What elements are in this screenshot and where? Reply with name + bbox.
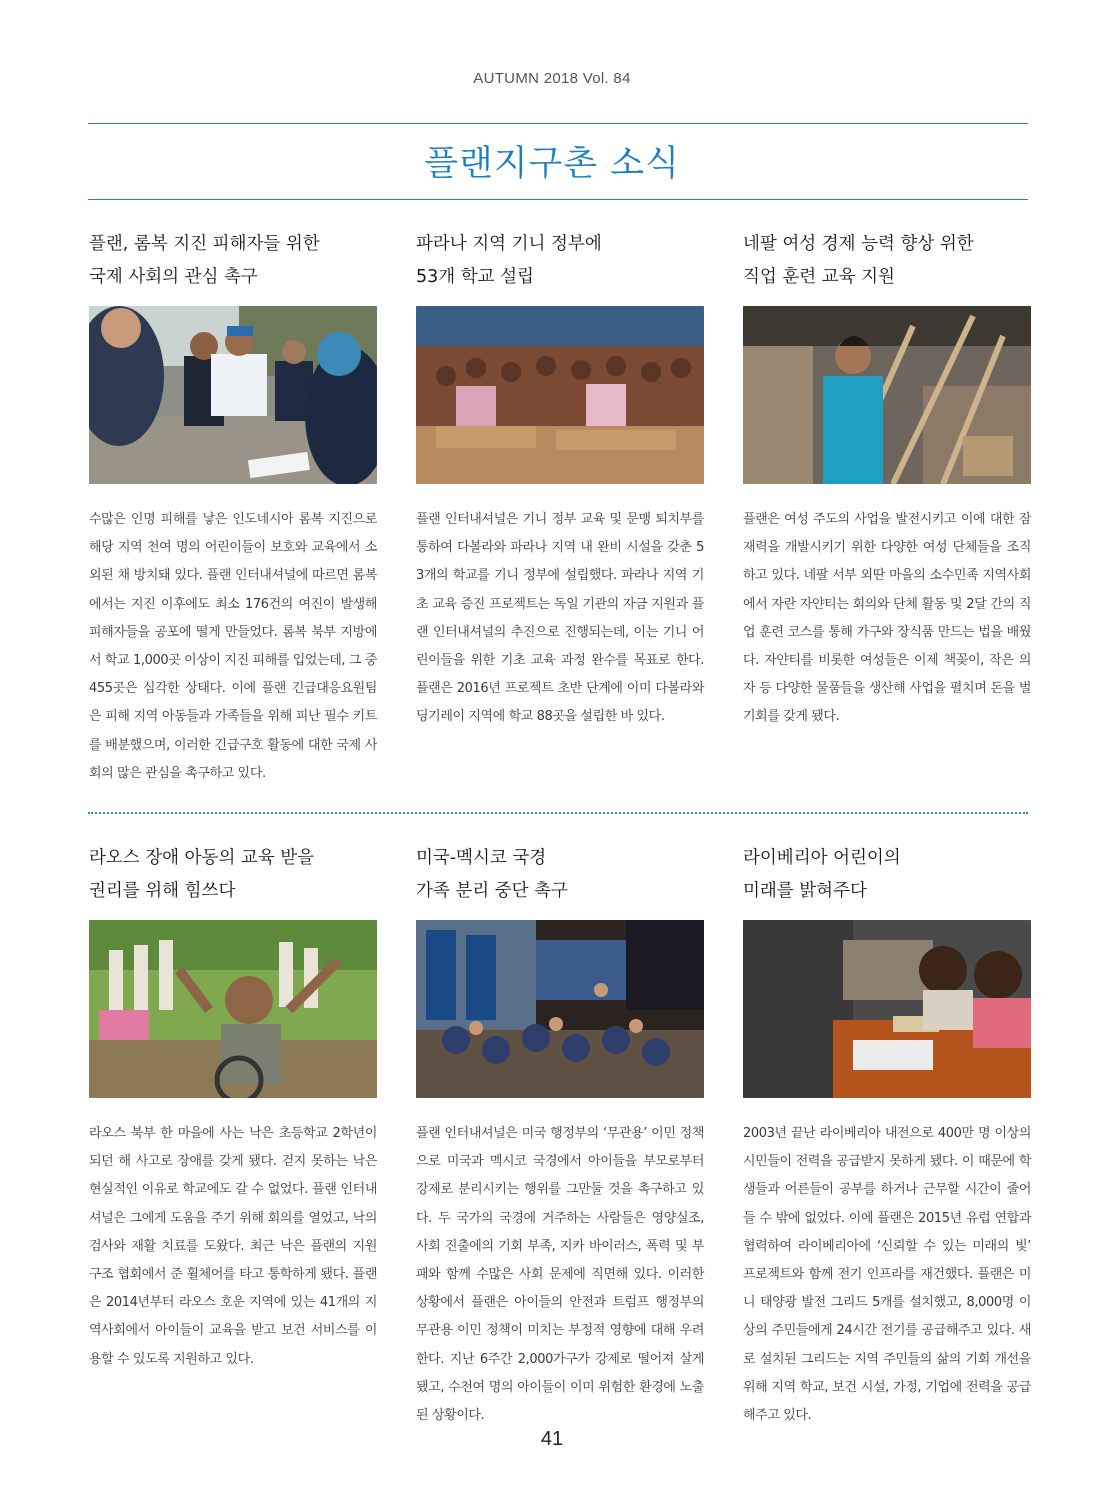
page-title: 플랜지구촌 소식: [424, 144, 680, 184]
article-liberia: [743, 842, 1031, 1430]
article-body: 수많은 인명 피해를 낳은 인도네시아 롬복 지진으로 해당 지역 천여 명의 어린이들이 보호와 교육에서 소외된 채 방치돼 있다. 플랜 인터내셔널에 따르면 롬복에서는 지진 이후에도 최소 176건의 여진이 발생해 피해자들을 공포에 떨게 만들었다. 롬복 북부 지방에서 학교 1,000곳 이상이 지진 피해를 입었는데, 그 중 455곳은 심각한 상태다. 이에 플랜 긴급대응요원팀은 피해 지역 아동들과 가족들을 위해 피난 필수 키트를 배분했으며, 이러한 긴급구호 활동에 대한 국제 사회의 많은 관심을 촉구하고 있다.: [89, 512, 377, 781]
earthquake-relief-photo: [89, 306, 377, 484]
studying-girls-photo: [743, 920, 1031, 1098]
article-guinea: [416, 228, 704, 732]
article-title-line2: 미래를 밝혀주다: [743, 881, 867, 901]
article-title: [416, 228, 704, 294]
title-rule: [88, 199, 1028, 200]
classroom-photo: [416, 306, 704, 484]
article-body: 라오스 북부 한 마을에 사는 낙은 초등학교 2학년이 되던 해 사고로 장애를 갖게 됐다. 걷지 못하는 낙은 현실적인 이유로 학교에도 갈 수 없었다. 플랜 인터내셔널은 그에게 도움을 주기 위해 회의를 열었고, 낙의 검사와 재활 치료를 도왔다. 최근 낙은 플랜의 지원 구조 협회에서 준 휠체어를 타고 통학하게 됐다. 플랜은 2014년부터 라오스 호운 지역에 있는 41개의 지역사회에서 아이들이 교육을 받고 보건 서비스를 이용할 수 있도록 지원하고 있다.: [89, 1126, 377, 1367]
article-lombok: [89, 228, 377, 788]
article-title-line1: 파라나 지역 기니 정부에: [416, 234, 602, 254]
article-body: 플랜은 여성 주도의 사업을 발전시키고 이에 대한 잠재력을 개발시키기 위한 다양한 여성 단체들을 조직하고 있다. 네팔 서부 외딴 마을의 소수민족 지역사회에서 자란 자얀티는 회의와 단체 활동 및 2달 간의 직업 훈련 코스를 통해 가구와 장식품 만드는 법을 배웠다. 자얀티를 비롯한 여성들은 이제 책꽂이, 작은 의자 등 다양한 물품들을 생산해 사업을 펼치며 돈을 벌 기회를 갖게 됐다.: [743, 512, 1031, 725]
article-nepal: [743, 228, 1031, 732]
article-title-line1: 라오스 장애 아동의 교육 받을: [89, 848, 315, 868]
article-title-line1: 네팔 여성 경제 능력 향상 위한: [743, 234, 974, 254]
furniture-making-photo: [743, 306, 1031, 484]
article-photo: [743, 306, 1031, 484]
section-divider: [88, 812, 1028, 814]
article-body: 2003년 끝난 라이베리아 내전으로 400만 명 이상의 시민들이 전력을 공급받지 못하게 됐다. 이 때문에 학생들과 어른들이 공부를 하거나 근무할 시간이 줄어들 수 밖에 없었다. 이에 플랜은 2015년 유럽 연합과 협력하여 라이베리아에 ‘신뢰할 수 있는 미래의 빛’ 프로젝트와 함께 전기 인프라를 재건했다. 플랜은 미니 태양광 발전 그리드 5개를 설치했고, 8,000명 이상의 주민들에게 24시간 전기를 공급해주고 있다. 새로 설치된 그리드는 지역 주민들의 삶의 기회 개선을 위해 지역 학교, 보건 시설, 가정, 기업에 전력을 공급해주고 있다.: [743, 1126, 1031, 1424]
article-title-line1: 라이베리아 어린이의: [743, 848, 901, 868]
wheelchair-student-photo: [89, 920, 377, 1098]
article-title: [743, 842, 1031, 908]
article-us-mexico: [416, 842, 704, 1430]
article-photo: [416, 306, 704, 484]
article-title-line2: 권리를 위해 힘쓰다: [89, 881, 236, 901]
article-laos: [89, 842, 377, 1374]
article-title: [416, 842, 704, 908]
article-body: 플랜 인터내셔널은 미국 행정부의 ‘무관용’ 이민 정책으로 미국과 멕시코 국경에서 아이들을 부모로부터 강제로 분리시키는 행위를 그만둘 것을 촉구하고 있다. 두 국가의 국경에 거주하는 사람들은 영양실조, 사회 진출에의 기회 부족, 지카 바이러스, 폭력 및 부패와 함께 수많은 사회 문제에 직면해 있다. 이러한 상황에서 플랜은 아이들의 안전과 트럼프 행정부의 무관용 이민 정책이 미치는 부정적 영향에 대해 우려한다. 지난 6주간 2,000가구가 강제로 떨어져 살게 됐고, 수천여 명의 아이들이 이미 위험한 환경에 노출된 상황이다.: [416, 1126, 704, 1424]
article-title-line2: 53개 학교 설립: [416, 267, 534, 287]
article-body: 플랜 인터내셔널은 기니 정부 교육 및 문맹 퇴치부를 통하여 다볼라와 파라나 지역 내 완비 시설을 갖춘 53개의 학교를 기니 정부에 설립했다. 파라나 지역 기초 교육 증진 프로젝트는 독일 기관의 자금 지원과 플랜 인터내셔널의 추진으로 진행되는데, 이는 기니 어린이들을 위한 기초 교육 과정 완수를 목표로 한다. 플랜은 2016년 프로젝트 초반 단계에 이미 다볼라와 딩기레이 지역에 학교 88곳을 설립한 바 있다.: [416, 512, 704, 725]
article-title-line1: 플랜, 롬복 지진 피해자들 위한: [89, 234, 320, 254]
article-title-line2: 가족 분리 중단 촉구: [416, 881, 568, 901]
article-photo: [89, 306, 377, 484]
article-title: [743, 228, 1031, 294]
article-title-line2: 직업 훈련 교육 지원: [743, 267, 895, 287]
header-rule: [88, 123, 1028, 124]
border-shelter-photo: [416, 920, 704, 1098]
article-photo: [416, 920, 704, 1098]
article-photo: [89, 920, 377, 1098]
issue-label: AUTUMN 2018 Vol. 84: [473, 70, 631, 87]
article-title: [89, 228, 377, 294]
page-number: 41: [540, 1428, 564, 1450]
article-title-line1: 미국-멕시코 국경: [416, 848, 547, 868]
article-title-line2: 국제 사회의 관심 촉구: [89, 267, 258, 287]
article-title: [89, 842, 377, 908]
article-photo: [743, 920, 1031, 1098]
